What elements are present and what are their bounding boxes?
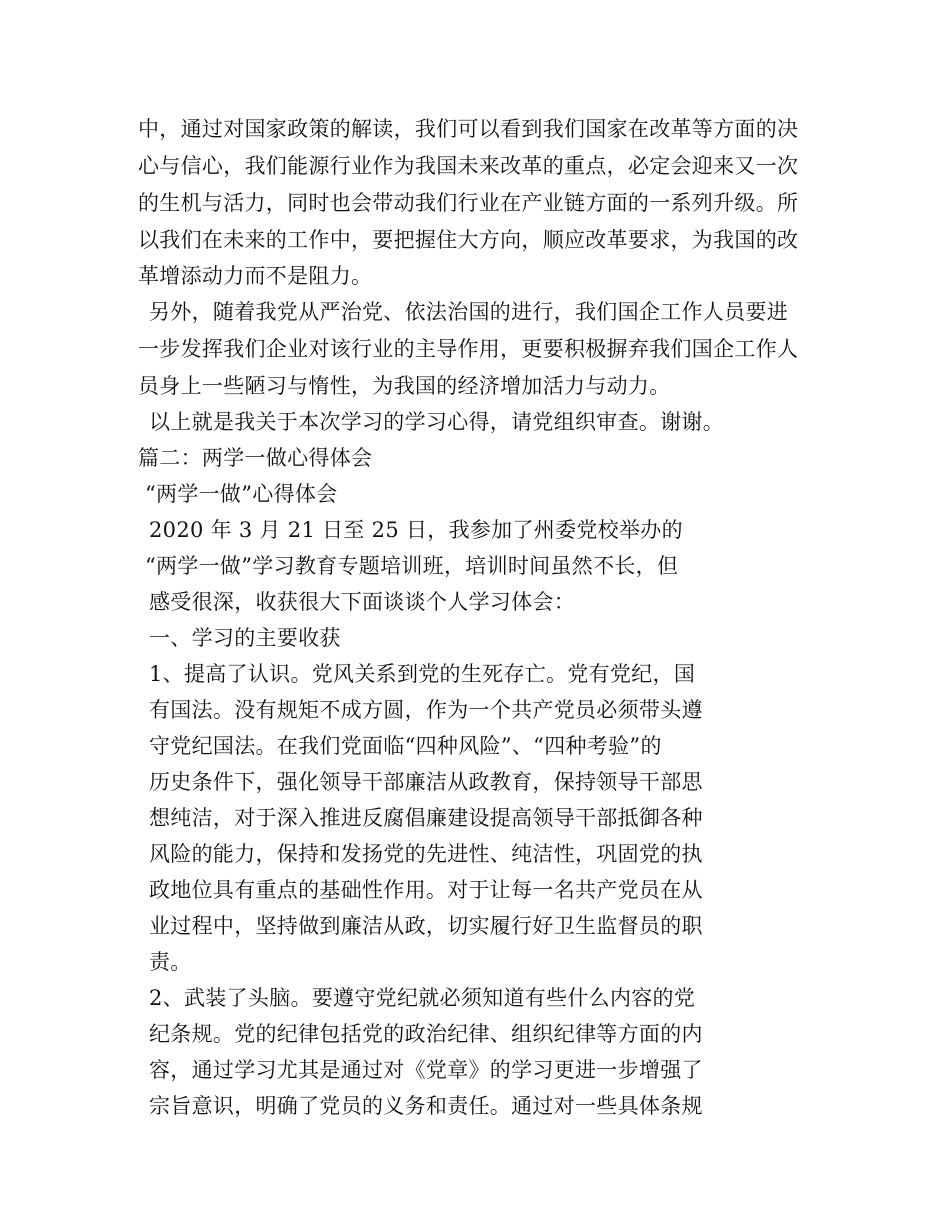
section-heading: 篇二：两学一做心得体会 — [138, 446, 373, 470]
paragraph-line: 另外，随着我党从严治党、依法治国的进行，我们国企工作人员要进 — [149, 300, 788, 324]
paragraph-line: 业过程中，坚持做到廉洁从政，切实履行好卫生监督员的职 — [149, 914, 703, 938]
paragraph-line: 容，通过学习尤其是通过对《党章》的学习更进一步增强了 — [149, 1058, 703, 1082]
paragraph-line: 风险的能力，保持和发扬党的先进性、纯洁性，巩固党的执 — [149, 842, 703, 866]
paragraph-line: 革增添动力而不是阻力。 — [138, 264, 373, 288]
paragraph-line: 的生机与活力，同时也会带动我们行业在产业链方面的一系列升级。所 — [138, 191, 799, 215]
paragraph-line: 历史条件下，强化领导干部廉洁从政教育，保持领导干部思 — [149, 770, 703, 794]
paragraph-line: 感受很深，收获很大下面谈谈个人学习体会： — [149, 590, 575, 614]
paragraph-line: 以我们在未来的工作中，要把握住大方向，顺应改革要求，为我国的改 — [138, 228, 799, 252]
paragraph-line: 1、提高了认识。党风关系到党的生死存亡。党有党纪，国 — [149, 662, 696, 686]
paragraph-line: 想纯洁，对于深入推进反腐倡廉建设提高领导干部抵御各种 — [149, 806, 703, 830]
paragraph-line: 心与信心，我们能源行业作为我国未来改革的重点，必定会迎来又一次 — [138, 154, 799, 178]
paragraph-line: 政地位具有重点的基础性作用。对于让每一名共产党员在从 — [149, 878, 703, 902]
paragraph-line: 2、武装了头脑。要遵守党纪就必须知道有些什么内容的党 — [149, 986, 696, 1010]
paragraph-line: 守党纪国法。在我们党面临“四种风险”、“四种考验”的 — [149, 734, 662, 758]
paragraph-line: 一步发挥我们企业对该行业的主导作用，更要积极摒弃我们国企工作人 — [138, 337, 799, 361]
paragraph-line: “两学一做”学习教育专题培训班，培训时间虽然不长，但 — [145, 554, 679, 578]
paragraph-line: 有国法。没有规矩不成方圆，作为一个共产党员必须带头遵 — [149, 698, 703, 722]
paragraph-line: 纪条规。党的纪律包括党的政治纪律、组织纪律等方面的内 — [149, 1022, 703, 1046]
paragraph-line: 宗旨意识，明确了党员的义务和责任。通过对一些具体条规 — [149, 1094, 703, 1118]
subsection-heading: 一、学习的主要收获 — [149, 626, 341, 650]
paragraph-line: 中，通过对国家政策的解读，我们可以看到我们国家在改革等方面的决 — [138, 117, 799, 141]
article-title: “两学一做”心得体会 — [145, 482, 338, 506]
paragraph-line: 2020 年 3 月 21 日至 25 日，我参加了州委党校举办的 — [149, 518, 683, 542]
paragraph-line: 以上就是我关于本次学习的学习心得，请党组织审查。谢谢。 — [149, 410, 725, 434]
paragraph-line: 员身上一些陋习与惰性，为我国的经济增加活力与动力。 — [138, 374, 671, 398]
paragraph-line: 责。 — [149, 950, 192, 974]
